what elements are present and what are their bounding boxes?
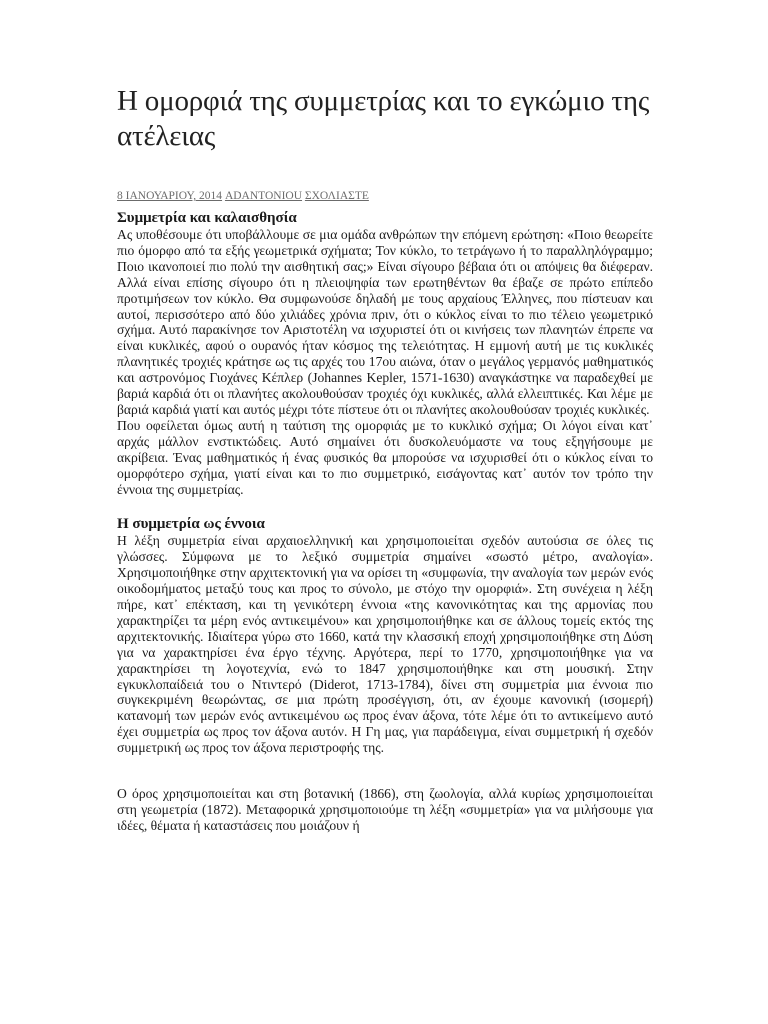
article	[117, 84, 653, 834]
paragraph: Ο όρος χρησιμοποιείται και στη βοτανική (1866), στη ζωολογία, αλλά κυρίως χρησιμοποιείται στη γεωμετρία (1872). Μεταφορικά χρησιμοποιούμε τη λέξη «συμμετρία» για να μιλήσουμε για ιδέες, θέματα ή καταστάσεις που μοιάζουν ή	[117, 786, 653, 833]
section-heading-symmetry-concept: Η συμμετρία ως έννοια	[117, 516, 265, 533]
paragraph: Ας υποθέσουμε ότι υποβάλλουμε σε μια ομάδα ανθρώπων την επόμενη ερώτηση: «Ποιο θεωρείτε πιο όμορφο από τα εξής γεωμετρικά σχήματα; Τον κύκλο, το τετράγωνο ή το παραλληλόγραμμο; Ποιο ικανοποιεί πιο πολύ την αισθητική σας;» Είναι σίγουρο βέβαια ότι οι απόψεις θα διέφεραν. Αλλά είναι επίσης σίγουρο ότι η πλειοψηφία των ερωτηθέντων θα έβαζε σε πρώτο επίπεδο προτιμήσεων τον κύκλο. Θα συμφωνούσε δηλαδή με τους αρχαίους Έλληνες, που πίστευαν και αυτοί, περισσότερο από δύο χιλιάδες χρόνια πριν, ότι ο κύκλος είναι το πιο τέλειο γεωμετρικό σχήμα. Αυτό παρακίνησε τον Αριστοτέλη να ισχυριστεί ότι οι κινήσεις των πλανητών έπρεπε να είναι κυκλικές, αφού ο ουρανός ήταν κόσμος της τελειότητας. Η εμμονή αυτή με τις κυκλικές πλανητικές τροχιές κράτησε ως τις αρχές του 17ου αιώνα, όταν ο μεγάλος γερμανός μαθηματικός και αστρονόμος Γιοχάνες Κέπλερ (Johannes Kepler, 1571-1630) αναγκάστηκε να παραδεχθεί με βαριά καρδιά ότι οι πλανήτες ακολουθούσαν τροχιές όχι κυκλικές, αλλά ελλειπτικές. Και λέμε με βαριά καρδιά γιατί και αυτός μέχρι τότε πίστευε ότι οι πλανήτες ακολουθούσαν τροχιές κυκλικές.	[117, 227, 653, 417]
section-heading-aesthetics: Συμμετρία και καλαισθησία	[117, 210, 297, 226]
paragraph: Που οφείλεται όμως αυτή η ταύτιση της ομορφιάς με το κυκλικό σχήμα; Οι λόγοι είναι κατ᾽ αρχάς μάλλον ενστικτώδεις. Αυτό σημαίνει ότι δυσκολευόμαστε να τους εξηγήσουμε με ακρίβεια. Ένας μαθηματικός ή ένας φυσικός θα μπορούσε να ισχυρισθεί ότι ο κύκλος είναι το ομορφότερο σχήμα, γιατί είναι και το πιο συμμετρικό, εισάγοντας κατ᾽ αυτόν τον τρόπο την έννοια της συμμετρίας.	[117, 417, 653, 497]
post-meta	[117, 189, 653, 203]
comment-link[interactable]: ΣΧΟΛΙΑΣΤΕ	[304, 190, 369, 202]
author-link[interactable]: ADANTONIOU	[224, 190, 303, 202]
post-date-link[interactable]: 8 ΙΑΝΟΥΑΡΙΟΥ, 2014	[117, 190, 223, 202]
article-title: Η ομορφιά της συμμετρίας και το εγκώμιο της ατέλειας	[117, 85, 650, 152]
paragraph: Η λέξη συμμετρία είναι αρχαιοελληνική και χρησιμοποιείται σχεδόν αυτούσια σε όλες τις γλώσσες. Σύμφωνα με το λεξικό συμμετρία σημαίνει «σωστό μέτρο, αναλογία». Χρησιμοποιήθηκε στην αρχιτεκτονική για να ορίσει τη «συμφωνία, την αναλογία των μερών ενός οικοδομήματος μεταξύ τους και προς το σύνολο, με στόχο την ομορφιά». Στη συνέχεια η λέξη πήρε, κατ᾽ επέκταση, και τη γενικότερη έννοια «της κανονικότητας και της αρμονίας που χαρακτηρίζει τα μέρη ενός αντικειμένου» και χρησιμοποιήθηκε και σε άλλους τομείς εκτός της αρχιτεκτονικής. Ιδιαίτερα γύρω στο 1660, κατά την κλασσική εποχή χρησιμοποιήθηκε στη Δύση για να χαρακτηρίσει ένα έργο τέχνης. Αργότερα, περί το 1770, χρησιμοποιήθηκε για να χαρακτηρίσει τη λογοτεχνία, ενώ το 1847 χρησιμοποιήθηκε και στη μουσική. Στην εγκυκλοπαίδειά του ο Ντιντερό (Diderot, 1713-1784), δίνει στη συμμετρία μια έννοια πιο συγκεκριμένη θεωρώντας, σε μια πρώτη προσέγγιση, ότι, αν έχουμε κανονική (ισομερή) κατανομή των μερών ενός αντικειμένου ως προς έναν άξονα, τότε λέμε ότι το αντικείμενο αυτό έχει συμμετρία ως προς τον άξονα αυτόν. Η Γη μας, για παράδειγμα, είναι συμμετρική ή σχεδόν συμμετρική ως προς τον άξονα περιστροφής της.	[117, 533, 653, 756]
